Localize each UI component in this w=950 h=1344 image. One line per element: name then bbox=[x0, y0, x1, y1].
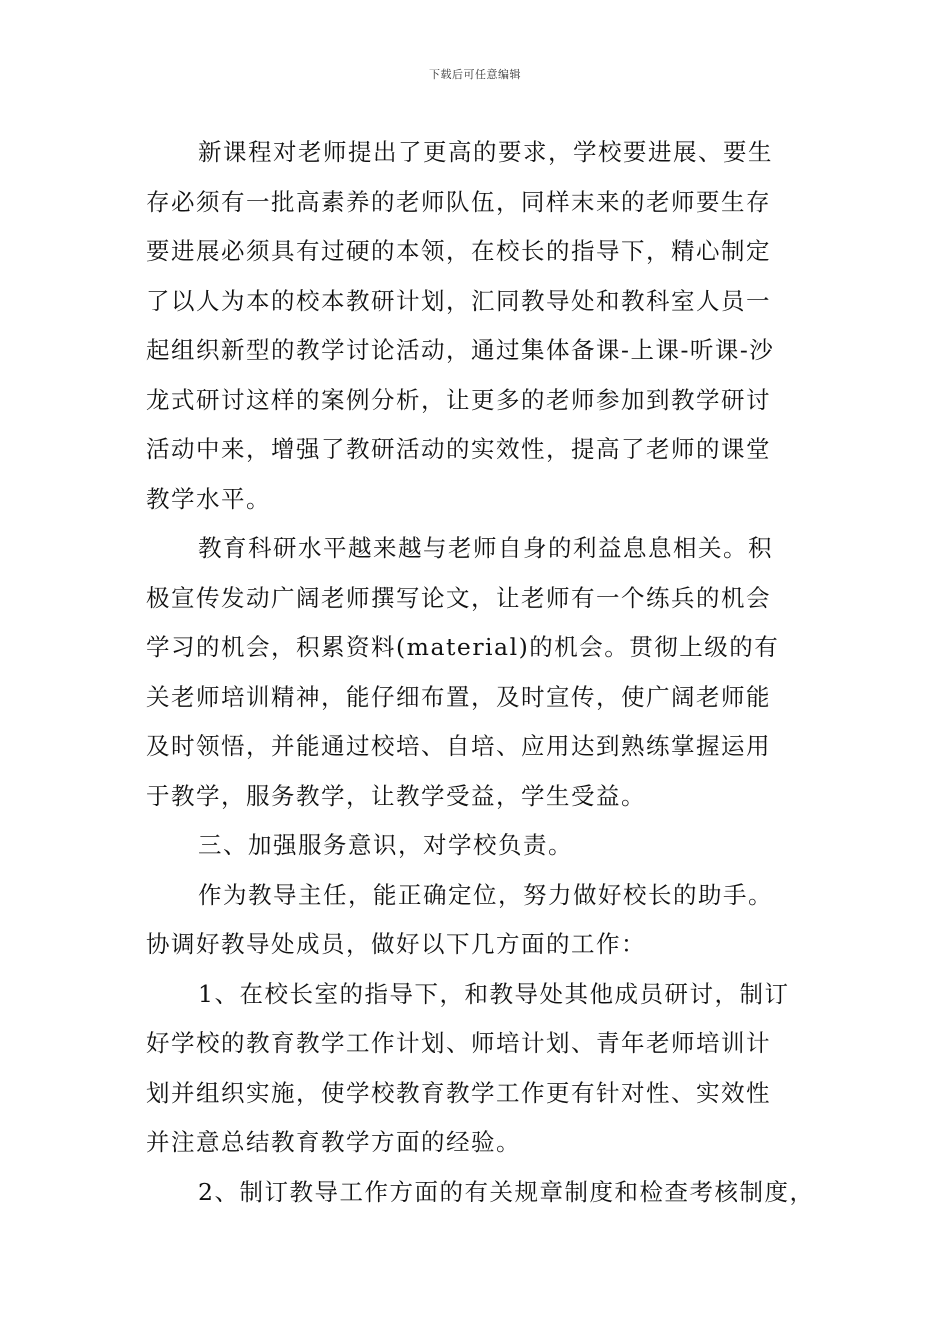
text-line: 了以人为本的校本教研计划，汇同教导处和教科室人员一 bbox=[146, 286, 771, 315]
text-line: 龙式研讨这样的案例分析，让更多的老师参加到教学研讨 bbox=[146, 385, 771, 414]
text-line: 教学水平。 bbox=[146, 484, 271, 513]
text-line: 关老师培训精神，能仔细布置，及时宣传，使广阔老师能 bbox=[146, 682, 771, 711]
text-line: 及时领悟，并能通过校培、自培、应用达到熟练掌握运用 bbox=[146, 732, 771, 760]
text-line: 好学校的教育教学工作计划、师培计划、青年老师培训计 bbox=[146, 1029, 771, 1057]
text-line: 要进展必须具有过硬的本领，在校长的指导下，精心制定 bbox=[146, 237, 771, 265]
text-line: 1、在校长室的指导下，和教导处其他成员研讨，制订 bbox=[198, 979, 790, 1008]
header-note: 下载后可任意编辑 bbox=[429, 68, 521, 81]
text-line: 协调好教导处成员，做好以下几方面的工作： bbox=[146, 930, 646, 958]
text-line: 2、制订教导工作方面的有关规章制度和检查考核制度， bbox=[198, 1177, 815, 1206]
text-line: 存必须有一批高素养的老师队伍，同样末来的老师要生存 bbox=[146, 187, 771, 216]
text-line: 学习的机会，积累资料(material)的机会。贯彻上级的有 bbox=[146, 633, 780, 661]
text-line: 起组织新型的教学讨论活动，通过集体备课-上课-听课-沙 bbox=[146, 336, 775, 364]
text-line: 作为教导主任，能正确定位，努力做好校长的助手。 bbox=[198, 880, 773, 909]
text-line: 极宣传发动广阔老师撰写论文，让老师有一个练兵的机会 bbox=[146, 583, 771, 612]
section-heading: 三、加强服务意识，对学校负责。 bbox=[198, 831, 573, 859]
text-line: 新课程对老师提出了更高的要求，学校要进展、要生 bbox=[198, 138, 773, 166]
text-line: 并注意总结教育教学方面的经验。 bbox=[146, 1128, 521, 1156]
text-line: 于教学，服务教学，让教学受益，学生受益。 bbox=[146, 781, 646, 810]
text-line: 划并组织实施，使学校教育教学工作更有针对性、实效性 bbox=[146, 1078, 771, 1107]
text-line: 教育科研水平越来越与老师自身的利益息息相关。积 bbox=[198, 534, 773, 562]
document-body bbox=[146, 128, 815, 1217]
text-line: 活动中来，增强了教研活动的实效性，提高了老师的课堂 bbox=[146, 435, 771, 463]
